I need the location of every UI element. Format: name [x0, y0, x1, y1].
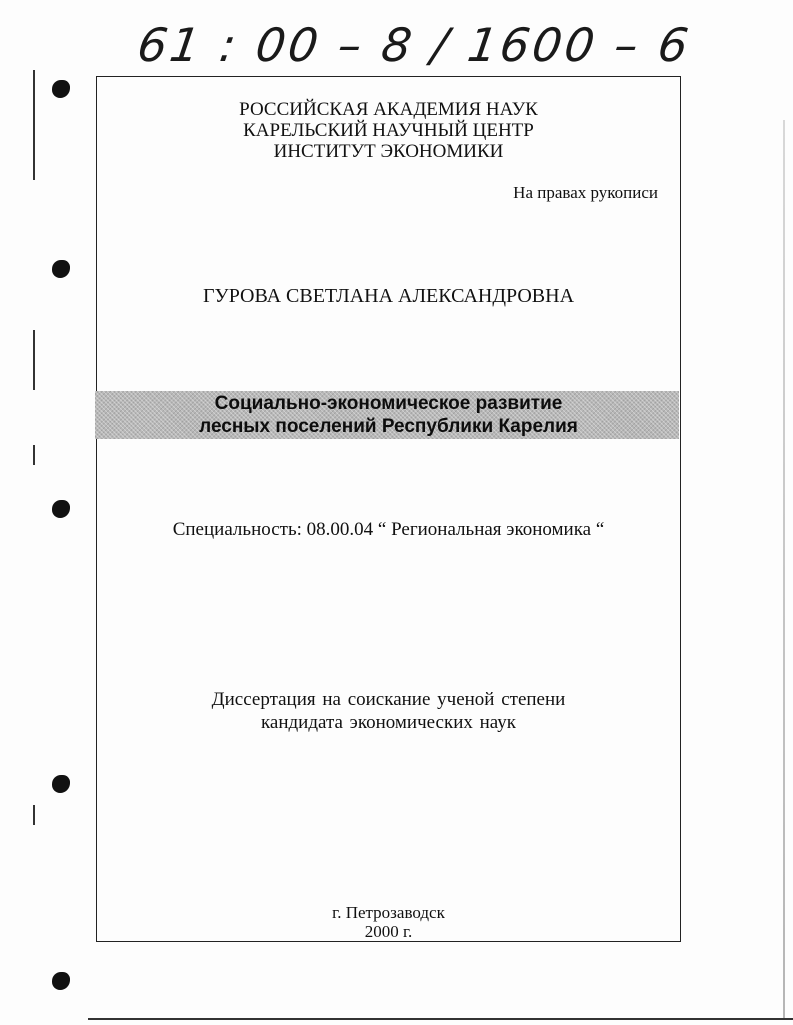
margin-mark — [33, 445, 35, 465]
scan-bottom-edge — [88, 1018, 793, 1020]
page-edge-shadow — [783, 120, 785, 1020]
binding-hole-icon — [52, 80, 70, 98]
header-academy: РОССИЙСКАЯ АКАДЕМИЯ НАУК — [239, 99, 538, 120]
rights-note: На правах рукописи — [513, 183, 658, 202]
binding-hole-icon — [52, 775, 70, 793]
archive-code: 61 : 00 – 8 / 1600 – 6 — [134, 18, 695, 72]
margin-mark — [33, 330, 35, 390]
binding-hole-icon — [52, 972, 70, 990]
city: г. Петрозаводск — [332, 903, 445, 922]
margin-mark — [33, 70, 35, 180]
title-page-frame — [96, 76, 681, 942]
dissertation-title-line1: Социально-экономическое развитие — [214, 393, 563, 414]
thesis-degree-line2: кандидата экономических наук — [260, 712, 517, 733]
author-name: ГУРОВА СВЕТЛАНА АЛЕКСАНДРОВНА — [202, 285, 575, 307]
header-institute: ИНСТИТУТ ЭКОНОМИКИ — [273, 141, 504, 162]
specialty: Специальность: 08.00.04 “ Региональная экономика “ — [172, 519, 605, 540]
margin-mark — [33, 805, 35, 825]
thesis-degree-line1: Диссертация на соискание ученой степени — [211, 689, 566, 710]
year: 2000 г. — [364, 922, 413, 941]
binding-hole-icon — [52, 500, 70, 518]
header-center: КАРЕЛЬСКИЙ НАУЧНЫЙ ЦЕНТР — [243, 120, 534, 141]
dissertation-title-line2: лесных поселений Республики Карелия — [199, 416, 578, 437]
binding-hole-icon — [52, 260, 70, 278]
